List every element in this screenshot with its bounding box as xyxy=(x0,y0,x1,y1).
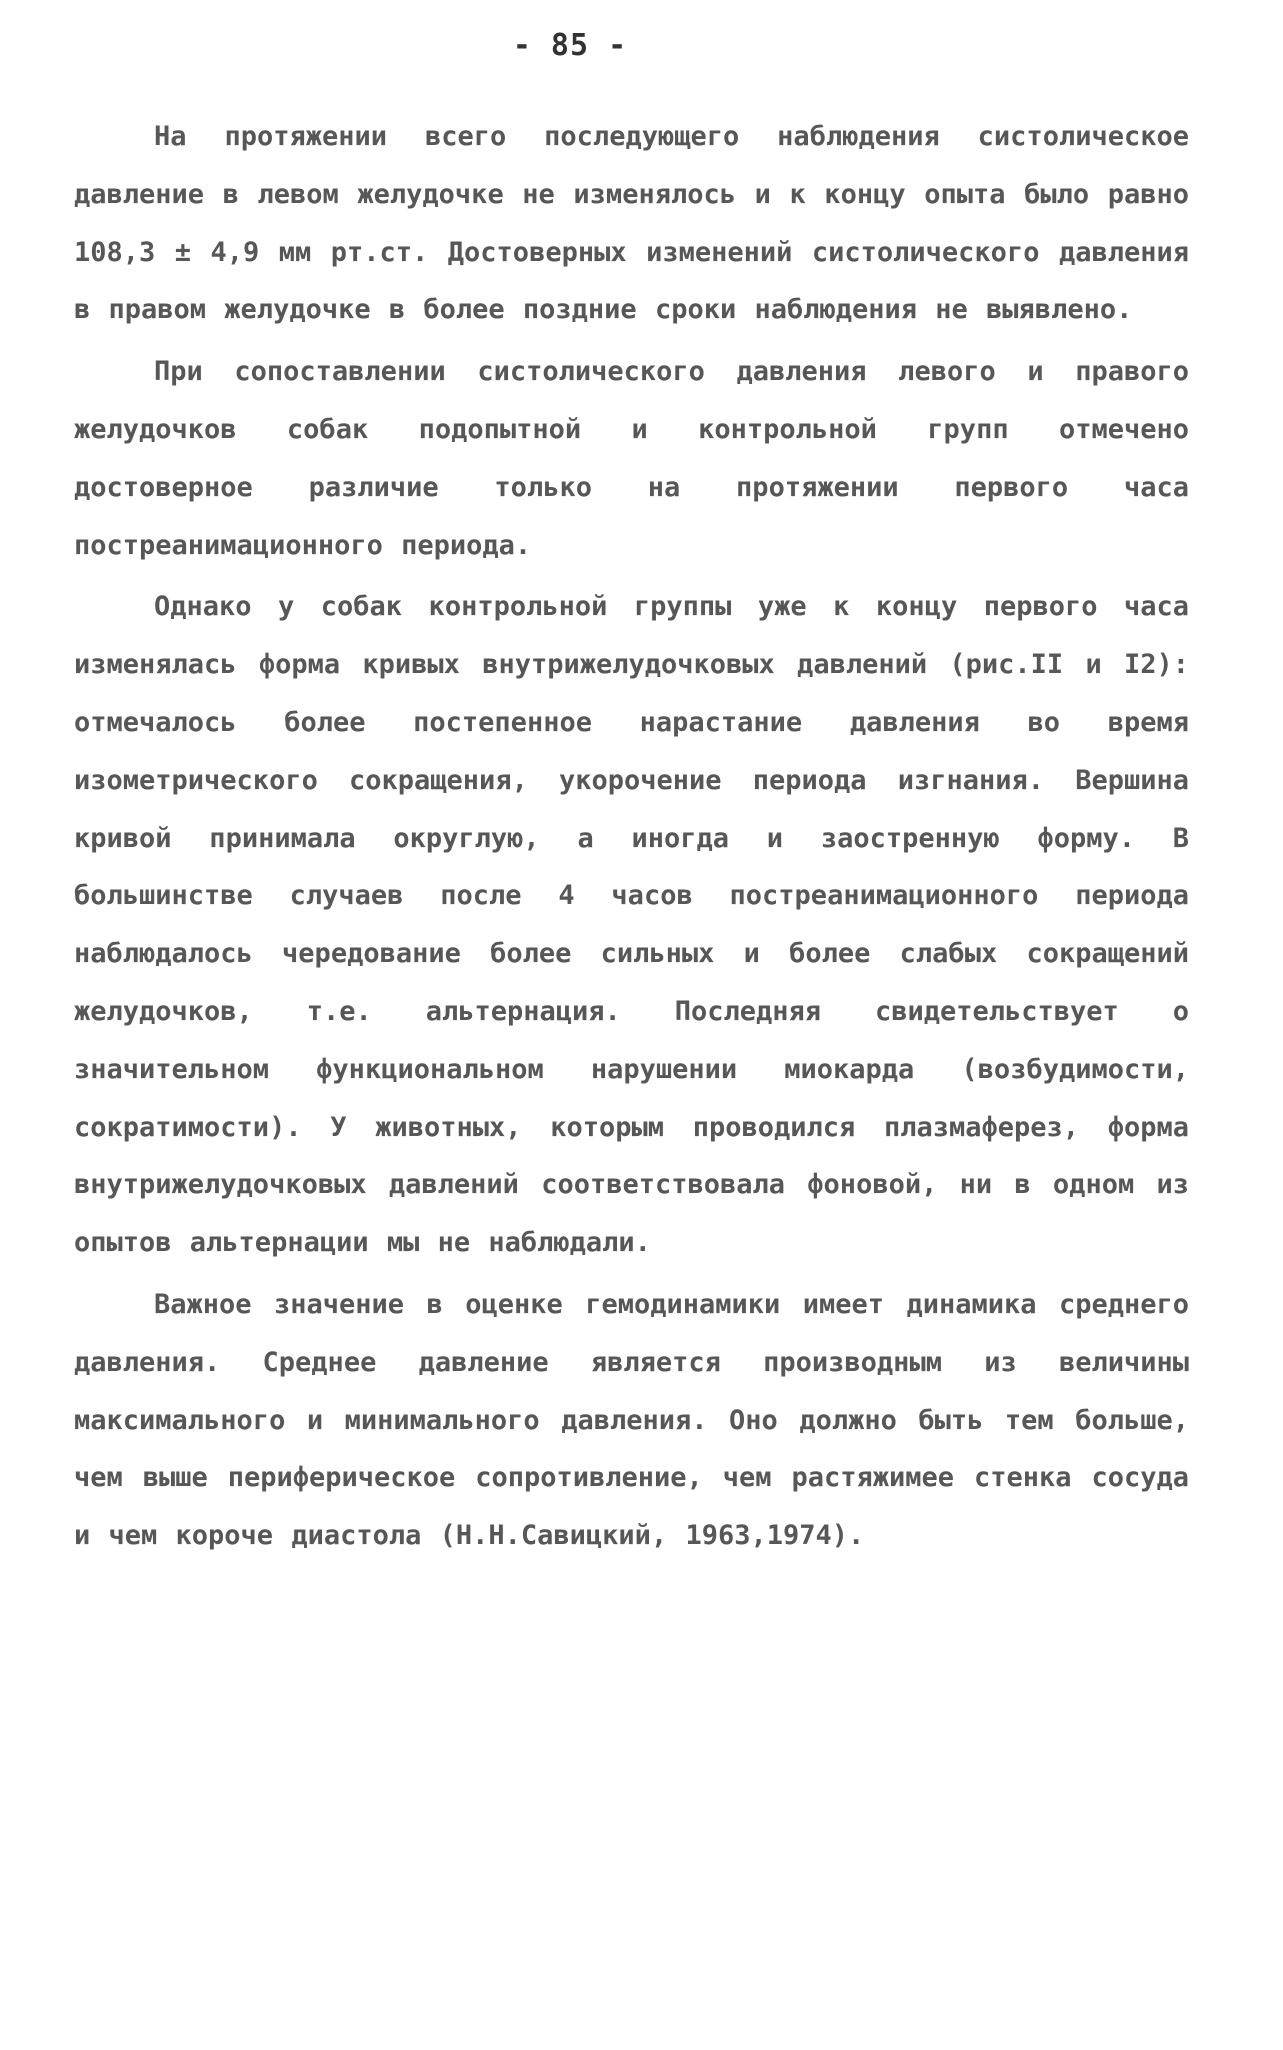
paragraph-2: При сопоставлении систолического давления левого и правого желудочков собак подопытной и контрольной групп отмечено достоверное различие только на протяжении первого часа постреанимационного периода. xyxy=(74,356,1189,561)
page-number: - 85 - xyxy=(512,28,628,63)
paragraph-3: Однако у собак контрольной группы уже к концу первого часа изменялась форма кривых внутрижелудочковых давлений (рис.II и I2): отмечалось более постепенное нарастание давления во время изометрического сокращения, укорочение периода изгнания. Вершина кривой принимала округлую, а иногда и заостренную форму. В большинстве случаев после 4 часов постреанимационного периода наблюдалось чередование более сильных и более слабых сокращений желудочков, т.е. альтернация. Последняя свидетельствует о значительном функциональном нарушении миокарда (возбудимости, сократимости). У животных, которым проводился плазмаферез, форма внутрижелудочковых давлений соответствовала фоновой, ни в одном из опытов альтернации мы не наблюдали. xyxy=(74,591,1189,1259)
paragraph-1: На протяжении всего последующего наблюдения систолическое давление в левом желудочке не изменялось и к концу опыта было равно 108,3 ± 4,9 мм рт.ст. Достоверных изменений систолического давления в правом желудочке в более поздние сроки наблюдения не выявлено. xyxy=(74,121,1189,326)
body-text xyxy=(74,108,1189,1569)
paragraph-4: Важное значение в оценке гемодинамики имеет динамика среднего давления. Среднее давление является производным из величины максимального и минимального давления. Оно должно быть тем больше, чем выше периферическое сопротивление, чем растяжимее стенка сосуда и чем короче диастола (Н.Н.Савицкий, 1963,1974). xyxy=(74,1288,1189,1552)
